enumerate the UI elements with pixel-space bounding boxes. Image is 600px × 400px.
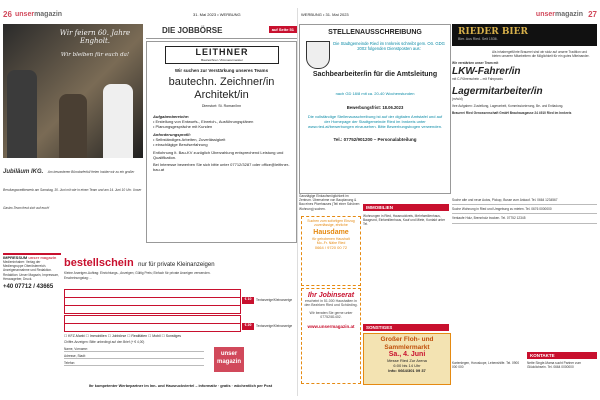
ad-job-title: Sachbearbeiter/in für die Amtsleitung [312, 71, 438, 78]
stellenausschreibung-ad [299, 24, 451, 194]
person-figure [7, 70, 37, 158]
immobilien-header: IMMOBILIEN [363, 204, 449, 211]
header-date: WERBUNG • 31. Mai 2023 [301, 12, 349, 17]
brand-logo: unsermagazin [535, 11, 583, 18]
ad-apply: Die vollständige Stellenausschreibung ist auf der digitalen Amtstafel und auf der Homepage der Stadtgemeinde Ried im Innkreis unter www.ried.at/bewerbungen einzusehen. Bitte Bewerbungsbogen verwenden. [307, 114, 443, 129]
small-ad: Suche Wohnung in Ried und Umgebung zu mieten. Tel. 0676 0000000 [452, 205, 597, 214]
page-header [3, 8, 297, 22]
kontakte-header: KONTAKTE [527, 352, 597, 359]
ad-job-title: bautechn. Zeichner/in Architekt/in [168, 76, 275, 101]
impressum-box: IMPRESSUM unser magazin Medieninhaber: Verlag der Mediengruppe Oberösterreich. Anzeigenannahme und Redaktion. Redaktion: Unser Magazin, Impressum, Herausgeber, Druck. +40 07712 / 43665 [3, 253, 61, 385]
jobinserat-ad: Ihr Jobinserat erscheint in 51.000 Haushalten in den Bezirken Ried und Schärding. Wir beraten Sie gerne unter 07752/81402. www.unsermagazin.at [301, 288, 361, 384]
kontakte-text: Nette Single-Mama sucht Partner zum Glücklichsein. Tel. 0664 0000000 [527, 361, 582, 370]
order-subtitle: nur für private Kleinanzeigen [138, 262, 215, 268]
chalk-text-2: Wir bleiben für euch da! [60, 52, 130, 58]
jubilee-caption: Jubiläum IKG. Am besonderen Bürodorferfull freien Insider wir zu ein großer Berufungswettbewerb am Samstag, 30. Juni mit wie in einen Team und am 14. Juni 10 Uhr. Unser Gastro-Team freut sich auf euch! [3, 169, 142, 210]
small-ad: Verkaufe Holz, Brennholz trocken. Tel. 07752 12345 [452, 214, 597, 223]
ad-place: Dienstort: St. Roman/Inn [201, 104, 242, 108]
price-badge: € 10 [242, 297, 254, 304]
ad-phone: Tel.: 07752/901200 – Personalabteilung [333, 137, 417, 142]
text-line-field[interactable] [64, 305, 241, 314]
brand-logo: unsermagazin [15, 11, 63, 18]
page-footer: Ihr kompetenter Werbepartner im Inn- und Hausruckviertel – informativ · gratis · wöchentlich per Post [88, 384, 273, 388]
ad-grade: nach GD 18/8 mit ca. 20-40 Wochenstunden [335, 91, 415, 96]
jubilee-photo [3, 24, 143, 158]
ad-tasks: Aufgabenbereiche: • Erstellung von Entwurfs-, Einreich-, Ausführungsplänen • Planungsgespräche mit Kunden Anforderungsprofil: • Selbständiges Arbeiten, Zuverlässigkeit • einschlägige Berufserfahrung Entlohnung lt. Bau-KV zuzüglich Überzahlung entsprechend Leistung und Qualifikation. Bei Interesse bewerben Sie sich bitte unter 07712/3287 oder office@leithner-bau.at [153, 114, 290, 172]
checkbox[interactable]: ☐ [161, 334, 166, 338]
leithner-ad [146, 41, 297, 243]
text-line-field[interactable] [64, 323, 241, 332]
coat-of-arms-icon [306, 41, 330, 69]
small-ads [452, 196, 597, 306]
chalk-text-1: Wir feiern 60. Jahre Engholt. [59, 29, 131, 45]
ad-intro: Wir suchen zur Verstärkung unseres Teams [174, 68, 269, 73]
page-number: 27 [588, 10, 597, 19]
jobboerse-badge: auf Seite 51 [269, 26, 297, 33]
address-field[interactable]: Adresse, Stadt: [64, 354, 204, 359]
order-form: bestellschein nur für private Kleinanzeigen Kleine Anzeigen-Auftrag: Einrichtungs-, Anzeigen; Gültig Preis; Einfach für private Anzeigen verwenden. Erscheinungstag: ... € 10 Textanzeige/Kleinanzeige € 20 Textanzeige/Kleinanzeige ☐ KFZ-Markt ☐ Immobilien ☐ Jobbörse ☐ Realitäten ☐ Mobil ☐ Sonstiges Chiffre-Anzeigen: Bitte unbedingt auf den Brief (+ € 4,00) Name, Vorname: Adresse, Stadt: Telefon: unser magazin [64, 253, 297, 381]
checkbox[interactable]: ☐ [127, 334, 132, 338]
left-page [3, 8, 298, 396]
page-header [299, 8, 597, 22]
job1-title: LKW-Fahrer/in [452, 65, 521, 77]
job2-title: Lagermitarbeiter/in [452, 85, 543, 97]
checkbox[interactable]: ☐ [85, 334, 90, 338]
magazin-logo: unser magazin [214, 347, 244, 372]
header-date: 31. Mai 2023 • WERBUNG [193, 12, 241, 17]
order-title: bestellschein [64, 257, 134, 269]
immobilien-text: Wohnungen in Ried, Hausruckkreis, Mehrfamilienhaus, Baugrund, Einfamilienhaus, Kauf und Miete, Kontakt unter Tel. [363, 214, 446, 227]
hausdame-ad: Suchen zum sofortigen Einzug zuverlässige, ehrliche Hausdame für gehobenen Haushalt Mo.-Fr. Nähe Ried 0664 / 9720 00 72 [301, 216, 361, 286]
ad-deadline: Bewerbungsfrist: 18.06.2023 [346, 105, 404, 110]
leithner-logo: LEITHNER Bauzeichner / Zimmerermeister [165, 46, 279, 64]
ad-title: STELLENAUSSCHREIBUNG [328, 29, 422, 36]
checkbox[interactable]: ☐ [64, 334, 69, 338]
small-ad: Suche alte und neue Autos, Pickup, Busse zum Ankauf. Tel. 0664 1234567 [452, 196, 597, 205]
name-field[interactable]: Name, Vorname: [64, 347, 204, 352]
person-figure [59, 94, 87, 158]
flohmarkt-ad: Großer Floh- und Sammlermarkt Sa., 4. Juni Messe Ried Zur Arena 6:00 bis 14 Uhr Info: 0664/301 09 37 [363, 333, 451, 385]
esoterik-text: Kartenlegen, Horoskope, Lebenshilfe. Tel. 0900 000 000 [452, 361, 520, 370]
phone-field[interactable]: Telefon: [64, 361, 204, 366]
ad-intro: Die Stadtgemeinde Ried im Innkreis schreibt gem. Oö. GDG 2002 folgenden Dienstposten aus: [333, 41, 445, 52]
person-figure [103, 84, 133, 158]
rubric-checkboxes: ☐ KFZ-Markt ☐ Immobilien ☐ Jobbörse ☐ Realitäten ☐ Mobil ☐ Sonstiges [64, 334, 182, 338]
checkbox[interactable]: ☐ [148, 334, 153, 338]
page-number: 26 [3, 10, 12, 19]
rieder-bier-banner: RIEDER BIER Bier. Aus Ried. Seit 1536. [452, 24, 597, 46]
right-col-text: Ganztägige Einkaufsmöglichkeit im Zentrum. Übernahme von Bauplanung & Bau eines Pfarrhauses (Teil einer Schönen Wohnung) suchen. [299, 194, 360, 211]
rieder-bier-ad: Als inhabergeführte Brauerei sind wir stolz auf unsere Tradition und bieten unseren Mitarbeitern die Möglichkeit für ein gutes Miteinander. Wir verstärken unser Team mit LKW-Fahrer/in mit C-Führerschein – mit Fahrpraxis Lagermitarbeiter/in (m/w/d) Ihre Aufgaben: Zustellung, Lagerarbeit, Kommissionierung, Be- und Entladung. Brauerei Ried Genossenschaft GmbH Brauhausgasse 24 4910 Ried im Innkreis [452, 48, 597, 190]
jobboerse-header: DIE JOBBÖRSE auf Seite 51 [146, 24, 297, 39]
price-badge: € 20 [242, 323, 254, 330]
impressum-phone: +40 07712 / 43665 [3, 284, 54, 291]
sonstiges-header: SONSTIGES [363, 324, 449, 331]
checkbox[interactable]: ☐ [107, 334, 112, 338]
right-page [299, 8, 597, 396]
